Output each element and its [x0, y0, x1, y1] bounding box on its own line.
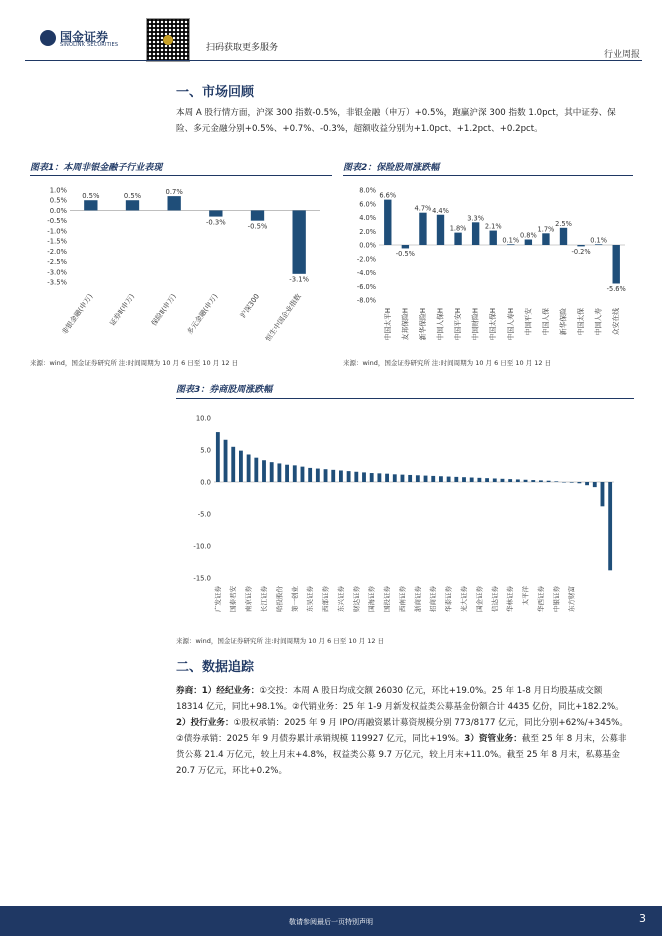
- bar: [285, 465, 289, 482]
- bar: [593, 482, 597, 487]
- category-label: 众安在线: [612, 308, 621, 336]
- report-type: 行业周报: [603, 50, 640, 60]
- market-review-paragraph: 本周 A 股行情方面，沪深 300 指数-0.5%，非银金融（申万）+0.5%，跑赢沪深 300 指数 1.0pct，其中证券、保险、多元金融分别+0.5%、+0.7%、-0.3%，超额收益分别为+1.0pct、+1.2pct、+0.2pct。: [176, 108, 616, 134]
- y-tick-label: 0.0: [200, 478, 211, 487]
- y-tick-label: -1.5%: [47, 237, 67, 246]
- y-tick-label: 0.5%: [49, 196, 67, 205]
- bar: [84, 200, 97, 210]
- bar: [525, 240, 532, 246]
- category-label: 财达证券: [352, 586, 361, 612]
- y-tick-label: 2.0%: [359, 227, 376, 236]
- category-label: 证券Ⅱ(申万): [108, 292, 137, 328]
- bar: [577, 245, 584, 246]
- bar: [339, 470, 343, 482]
- y-tick-label: -3.0%: [47, 268, 67, 277]
- y-tick-label: 4.0%: [359, 214, 376, 222]
- bar: [347, 471, 351, 482]
- category-label: 光大证券: [460, 586, 468, 612]
- bar: [239, 451, 243, 482]
- bar: [168, 196, 181, 210]
- data-label: -0.3%: [205, 218, 226, 227]
- bar: [377, 473, 381, 482]
- bar: [316, 469, 320, 482]
- bar: [501, 479, 505, 482]
- bar: [570, 482, 574, 483]
- category-label: 中国财险H: [471, 308, 480, 341]
- company-name: 国金证券: [60, 30, 109, 44]
- data-label: 0.5%: [123, 192, 142, 201]
- y-tick-label: -6.0%: [356, 282, 376, 291]
- y-tick-label: -2.5%: [47, 258, 67, 267]
- bar: [324, 469, 328, 482]
- category-label: 国投证券: [383, 586, 392, 612]
- bar: [477, 478, 481, 482]
- category-label: 东吴证券: [306, 586, 315, 612]
- am-business-text: 截至 25 年 8 月末，公募非货公募 21.4 万亿元，较上月末+4.8%，权益类公募 9.7 万亿元，较上月末+11.0%。截至 25 年 8 月末，私募基金 20.7 万亿元，环比+0.2%。: [176, 734, 627, 776]
- data-label: 1.8%: [449, 224, 467, 233]
- bar: [608, 482, 612, 570]
- figure3-source: 来源：wind，国金证券研究所 注:时间周期为 10 月 6 日至 10 月 12 日: [176, 637, 385, 645]
- category-label: 浙商证券: [413, 586, 422, 612]
- bar: [437, 215, 444, 245]
- data-label: -5.6%: [606, 285, 626, 294]
- category-label: 东兴证券: [336, 586, 345, 612]
- ib-business-label: 2）投行业务：: [176, 718, 234, 728]
- y-tick-label: -0.5%: [47, 217, 67, 226]
- bar: [293, 210, 306, 273]
- y-tick-label: -3.5%: [47, 278, 67, 287]
- brokerage-business-label: 1）经纪业务：: [201, 686, 260, 696]
- bar: [301, 467, 305, 482]
- category-label: 保险Ⅱ(申万): [150, 292, 178, 328]
- y-tick-label: 6.0%: [359, 200, 376, 209]
- y-tick-label: 0.0%: [359, 241, 376, 250]
- bar: [507, 244, 514, 245]
- figure3-title: 图表3：券商股周涨跌幅: [176, 385, 273, 395]
- bar: [613, 245, 620, 284]
- category-label: 东方财富: [567, 586, 576, 612]
- bar: [308, 468, 312, 482]
- bar: [462, 477, 466, 482]
- header-divider: [25, 60, 642, 61]
- company-name-en: SINOLINK SECURITIES: [60, 42, 119, 48]
- bar: [439, 476, 443, 482]
- category-label: 沪深300: [238, 292, 262, 320]
- category-label: 中国平安H: [454, 308, 463, 341]
- bar: [270, 462, 274, 482]
- category-label: 友邦保险H: [401, 308, 410, 341]
- data-label: 4.7%: [414, 204, 432, 213]
- bar: [470, 478, 474, 482]
- bar: [254, 458, 258, 482]
- bar: [424, 476, 428, 482]
- category-label: 哈投股份: [275, 586, 284, 612]
- bar: [126, 200, 139, 210]
- brokerage-lead: 券商：: [176, 686, 202, 696]
- ib-business-text: ①股权承销：2025 年 9 月 IPO/再融资累计募资规模分别 773/8177 亿元，同比分别+62%/+345%。②债券承销：2025 年 9 月债券累计承销规模 119927 亿元，同比+19%。: [176, 718, 628, 744]
- y-tick-label: 0.0%: [49, 206, 67, 215]
- data-label: 0.5%: [82, 192, 100, 201]
- bar: [293, 465, 297, 482]
- figure2-title: 图表2：保险股周涨跌幅: [343, 163, 440, 173]
- bar: [472, 222, 479, 245]
- data-label: 0.1%: [502, 236, 520, 245]
- bar: [209, 210, 222, 216]
- category-label: 国海证券: [367, 586, 376, 612]
- category-label: 新华保险: [559, 308, 568, 336]
- bar: [247, 454, 251, 482]
- figure1-chart: [30, 178, 332, 348]
- bar: [251, 210, 264, 220]
- data-label: 1.7%: [537, 225, 555, 234]
- bar: [224, 440, 228, 482]
- data-label: 0.7%: [165, 188, 183, 197]
- data-label: 0.1%: [590, 236, 608, 245]
- y-tick-label: -2.0%: [47, 247, 67, 256]
- figure2-source: 来源：wind，国金证券研究所 注:时间周期为 10 月 6 日至 10 月 12 日: [343, 359, 552, 367]
- category-label: 中国人寿: [594, 308, 603, 336]
- bar: [454, 477, 458, 482]
- y-tick-label: -15.0: [193, 574, 211, 583]
- bar: [601, 482, 605, 506]
- bar: [524, 480, 528, 482]
- y-tick-label: -2.0%: [356, 255, 376, 264]
- category-label: 中银证券: [552, 586, 561, 612]
- category-label: 南京证券: [244, 586, 253, 612]
- figure1-source: 来源：wind，国金证券研究所 注:时间周期为 10 月 6 日至 10 月 12 日: [30, 359, 239, 367]
- category-label: 中国太平H: [383, 308, 392, 341]
- bar: [385, 474, 389, 482]
- data-tracking-paragraph: [176, 683, 632, 779]
- bar: [539, 480, 543, 482]
- bar: [554, 481, 558, 482]
- bar: [447, 477, 451, 482]
- section-title-data-tracking: 二、数据追踪: [176, 660, 255, 675]
- qr-caption: 扫码获取更多服务: [206, 43, 279, 53]
- bar: [370, 473, 374, 482]
- bar: [231, 447, 235, 482]
- category-label: 西南证券: [398, 586, 407, 612]
- data-label: 6.6%: [379, 191, 397, 200]
- qr-center-badge-icon: [163, 35, 173, 45]
- bar: [542, 233, 549, 245]
- brokerage-business-text: ①交投：本周 A 股日均成交额 26030 亿元，环比+19.0%。25 年 1-8 月日均股基成交额 18314 亿元，同比+98.1%。②代销业务：25 年 1-9 月新发权益类公募基金份额合计 4435 亿份，同比+182.2%。: [176, 686, 624, 712]
- bar: [485, 478, 489, 482]
- y-tick-label: -5.0: [197, 510, 211, 519]
- category-label: 中国平安: [524, 308, 533, 336]
- bar: [577, 482, 581, 483]
- figure3-chart: [176, 402, 634, 632]
- bar: [408, 475, 412, 482]
- bar: [585, 482, 589, 485]
- category-label: 中国人保: [541, 308, 550, 336]
- y-tick-label: -10.0: [193, 542, 211, 551]
- bar: [277, 463, 281, 482]
- bar: [547, 481, 551, 482]
- category-label: 长江证券: [260, 586, 268, 612]
- data-label: 3.3%: [467, 214, 485, 223]
- data-label: -3.1%: [289, 275, 310, 284]
- footer-disclaimer: 敬请参阅最后一页特别声明: [289, 918, 373, 926]
- y-tick-label: 8.0%: [359, 186, 376, 195]
- company-logo-icon: [40, 30, 56, 46]
- category-label: 多元金融(申万): [185, 292, 220, 337]
- y-tick-label: 1.0%: [49, 186, 67, 195]
- category-label: 中国人保H: [436, 308, 445, 341]
- bar: [384, 200, 391, 245]
- category-label: 中国人寿H: [506, 308, 515, 341]
- category-label: 华泰证券: [444, 586, 453, 612]
- data-label: 2.5%: [555, 219, 572, 228]
- y-tick-label: 10.0: [195, 414, 211, 423]
- bar: [490, 231, 497, 245]
- figure3-rule: [176, 398, 634, 399]
- category-label: 信达证券: [490, 586, 499, 612]
- category-label: 非银金融(申万): [60, 292, 95, 337]
- data-label: 4.4%: [432, 206, 449, 215]
- bar: [531, 480, 535, 482]
- category-label: 国泰君安: [229, 586, 238, 612]
- category-label: 西部证券: [321, 586, 330, 612]
- category-label: 国金证券: [475, 586, 484, 612]
- y-tick-label: -1.0%: [47, 227, 67, 236]
- category-label: 第一创业: [290, 586, 299, 612]
- data-label: -0.2%: [571, 247, 591, 256]
- bar: [419, 213, 426, 245]
- figure1-rule: [30, 175, 332, 176]
- bar: [354, 472, 358, 482]
- data-label: 0.8%: [519, 231, 537, 240]
- bar: [401, 475, 405, 482]
- bar: [262, 460, 266, 482]
- figure1-title: 图表1：本周非银金融子行业表现: [30, 163, 163, 173]
- bar: [508, 479, 512, 482]
- y-tick-label: -4.0%: [356, 269, 376, 277]
- am-business-label: 3）资管业务：: [464, 734, 522, 744]
- bar: [331, 470, 335, 482]
- category-label: 广发证券: [213, 586, 222, 612]
- category-label: 招商证券: [429, 586, 438, 612]
- bar: [560, 228, 567, 245]
- bar: [516, 479, 520, 482]
- data-label: -0.5%: [395, 250, 415, 259]
- bar: [362, 472, 366, 482]
- data-label: 2.1%: [484, 222, 502, 231]
- category-label: 华西证券: [536, 586, 545, 612]
- category-label: 新华保险H: [418, 308, 427, 341]
- y-tick-label: -8.0%: [356, 296, 376, 305]
- category-label: 恒生中国企业指数: [264, 292, 303, 344]
- bar: [562, 482, 566, 483]
- bar: [454, 233, 461, 245]
- bar: [493, 478, 497, 482]
- figure2-rule: [343, 175, 633, 176]
- category-label: 华林证券: [506, 586, 515, 612]
- bar: [216, 432, 220, 482]
- bar: [595, 244, 602, 245]
- category-label: 中国太保: [577, 308, 586, 336]
- y-tick-label: 5.0: [200, 446, 211, 455]
- data-label: -0.5%: [247, 222, 268, 231]
- page-number: 3: [639, 912, 646, 925]
- bar: [416, 475, 420, 482]
- category-label: 太平洋: [521, 586, 530, 606]
- category-label: 中国太保H: [489, 308, 498, 341]
- bar: [431, 476, 435, 482]
- figure2-chart: [343, 178, 633, 348]
- section-title-market-review: 一、市场回顾: [176, 85, 255, 100]
- bar: [402, 245, 409, 248]
- bar: [393, 474, 397, 482]
